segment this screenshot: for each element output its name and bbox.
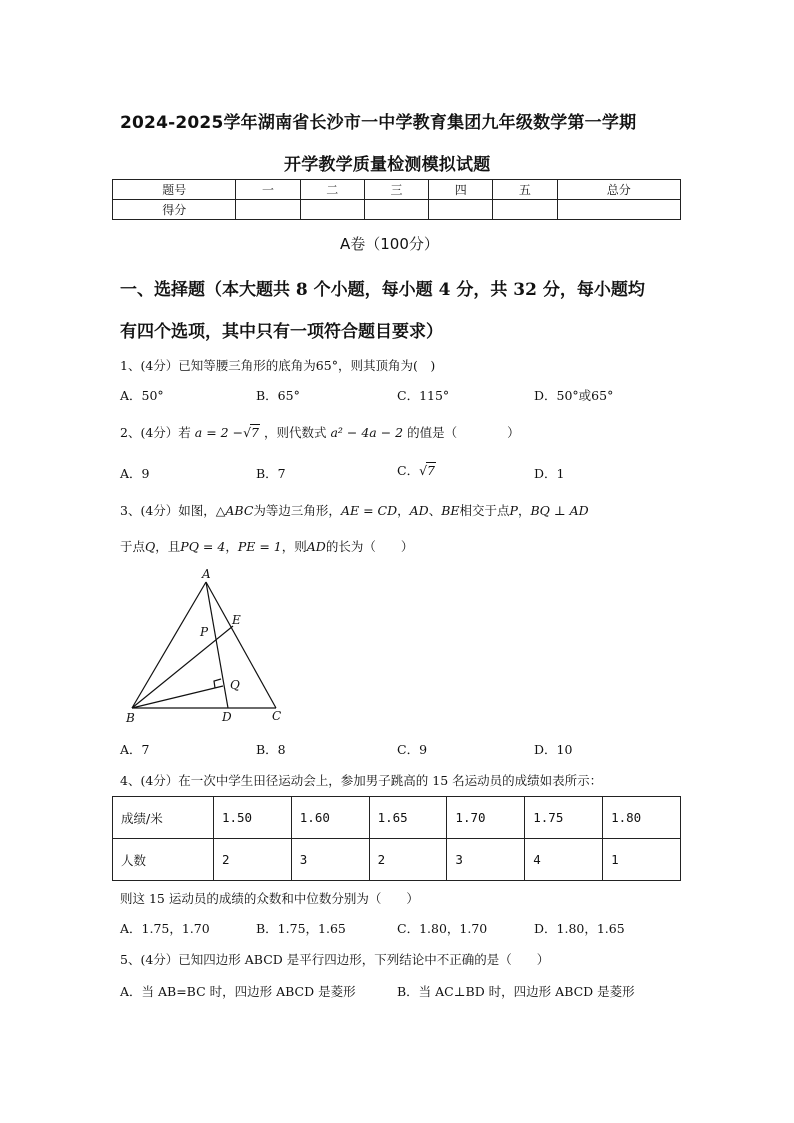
table-cell: 2	[369, 839, 447, 881]
sqrt-sign: √	[419, 463, 428, 478]
score-cell: 二	[300, 180, 364, 200]
q2-expr-b: a² − 4a − 2	[330, 425, 404, 440]
q4-option-d: D．1.80，1.65	[534, 921, 625, 936]
q3-text: ，	[225, 539, 238, 554]
q3-text: ，	[517, 503, 531, 518]
q3-text: 的长为（ ）	[325, 539, 414, 554]
q2-option-c-sqrt: 7	[427, 463, 435, 478]
q3-math: AD	[306, 539, 326, 554]
table-cell: 1.50	[213, 797, 291, 839]
label-q: Q	[230, 678, 240, 692]
table-cell: 2	[213, 839, 291, 881]
q2-suffix: 的值是（ ）	[407, 425, 520, 440]
score-table-score-row	[113, 200, 681, 220]
page-title-line2: 开学教学质量检测模拟试题	[284, 155, 491, 175]
score-distribution-table	[112, 796, 681, 881]
q3-option-b: B．8	[256, 742, 286, 757]
q2-prefix: 2、(4分）若	[120, 425, 191, 440]
table-cell: 成绩/米	[113, 797, 214, 839]
q3-text: 于点	[120, 539, 146, 554]
table-cell: 3	[447, 839, 525, 881]
q3-option-c: C．9	[397, 742, 428, 757]
q3-option-a: A．7	[120, 742, 150, 757]
score-table	[112, 179, 681, 220]
table-row	[113, 797, 681, 839]
question-3-line1	[120, 501, 589, 519]
volume-label: A卷（100分）	[340, 235, 439, 253]
score-table-header-row	[113, 180, 681, 200]
sqrt-sign: √	[243, 425, 252, 440]
table-cell: 1.75	[525, 797, 603, 839]
q2-expr-a: a = 2 −	[194, 425, 244, 440]
table-cell: 1.70	[447, 797, 525, 839]
question-4-stem: 4、(4分）在一次中学生田径运动会上，参加男子跳高的 15 名运动员的成绩如表所示：	[120, 773, 603, 788]
q2-mid: ，则代数式	[263, 425, 327, 440]
q1-option-c: C．115°	[397, 388, 450, 403]
label-e: E	[232, 613, 241, 627]
q3-text: ，则	[281, 539, 307, 554]
score-blank-cell	[493, 200, 557, 220]
q3-math: BE	[441, 503, 460, 518]
table-cell: 1.60	[291, 797, 369, 839]
label-p: P	[200, 625, 209, 639]
score-blank-cell	[364, 200, 428, 220]
table-cell: 3	[291, 839, 369, 881]
q3-text: 3、(4分）如图，	[120, 503, 216, 518]
score-cell: 一	[236, 180, 300, 200]
question-1-stem: 1、(4分）已知等腰三角形的底角为65°，则其顶角为( )	[120, 358, 436, 373]
q4-option-a: A．1.75，1.70	[120, 921, 210, 936]
table-cell: 1.65	[369, 797, 447, 839]
label-c: C	[272, 709, 282, 723]
label-d: D	[222, 710, 232, 724]
page-title-line1: 2024-2025学年湖南省长沙市一中学教育集团九年级数学第一学期	[120, 113, 637, 133]
score-blank-cell	[557, 200, 680, 220]
score-cell: 三	[364, 180, 428, 200]
q1-option-a: A．50°	[120, 388, 164, 403]
score-cell: 总分	[557, 180, 680, 200]
score-cell: 四	[429, 180, 493, 200]
section-heading-line1: 一、选择题（本大题共 8 个小题，每小题 4 分，共 32 分，每小题均	[120, 280, 645, 300]
q2-option-a: A．9	[120, 466, 150, 481]
q3-text: 、	[428, 503, 442, 518]
table-cell: 人数	[113, 839, 214, 881]
question-4-question: 则这 15 运动员的成绩的众数和中位数分别为（ ）	[120, 891, 419, 906]
question-5-stem: 5、(4分）已知四边形 ABCD 是平行四边形，下列结论中不正确的是（ ）	[120, 952, 550, 967]
table-cell: 4	[525, 839, 603, 881]
q3-text: 为等边三角形，	[253, 503, 341, 518]
q3-text: ，且	[155, 539, 181, 554]
q4-option-b: B．1.75，1.65	[256, 921, 346, 936]
q3-math: PE = 1	[237, 539, 282, 554]
q2-option-c-label: C．	[397, 463, 420, 478]
label-a: A	[202, 567, 211, 581]
q4-option-c: C．1.80，1.70	[397, 921, 488, 936]
q3-math: AE = CD	[340, 503, 398, 518]
score-cell: 得分	[113, 200, 236, 220]
q2-option-c	[397, 461, 436, 479]
q3-option-d: D．10	[534, 742, 573, 757]
score-blank-cell	[429, 200, 493, 220]
q2-option-d: D．1	[534, 466, 565, 481]
q1-option-d: D．50°或65°	[534, 388, 614, 403]
q3-math: BQ ⊥ AD	[530, 503, 589, 518]
table-cell: 1	[603, 839, 681, 881]
q3-math: △ABC	[215, 503, 254, 518]
score-cell: 五	[493, 180, 557, 200]
q2-option-b: B．7	[256, 466, 286, 481]
q5-option-a: A．当 AB=BC 时，四边形 ABCD 是菱形	[120, 984, 356, 999]
q3-math: P	[509, 503, 518, 518]
q1-option-b: B．65°	[256, 388, 300, 403]
question-3-line2	[120, 537, 413, 555]
label-b: B	[126, 711, 135, 725]
q3-math: PQ = 4	[180, 539, 226, 554]
q3-text: ，	[397, 503, 410, 518]
side-ab	[132, 582, 206, 708]
q3-math: AD	[409, 503, 429, 518]
score-cell: 题号	[113, 180, 236, 200]
question-2-stem	[120, 423, 520, 441]
score-blank-cell	[236, 200, 300, 220]
table-row	[113, 839, 681, 881]
q3-text: 相交于点	[459, 503, 510, 518]
table-cell: 1.80	[603, 797, 681, 839]
q3-math: Q	[145, 539, 156, 554]
q2-sqrt-7: 7	[251, 425, 259, 440]
triangle-figure	[120, 562, 300, 730]
section-heading-line2: 有四个选项，其中只有一项符合题目要求）	[120, 322, 443, 342]
score-blank-cell	[300, 200, 364, 220]
q5-option-b: B．当 AC⊥BD 时，四边形 ABCD 是菱形	[397, 984, 635, 999]
